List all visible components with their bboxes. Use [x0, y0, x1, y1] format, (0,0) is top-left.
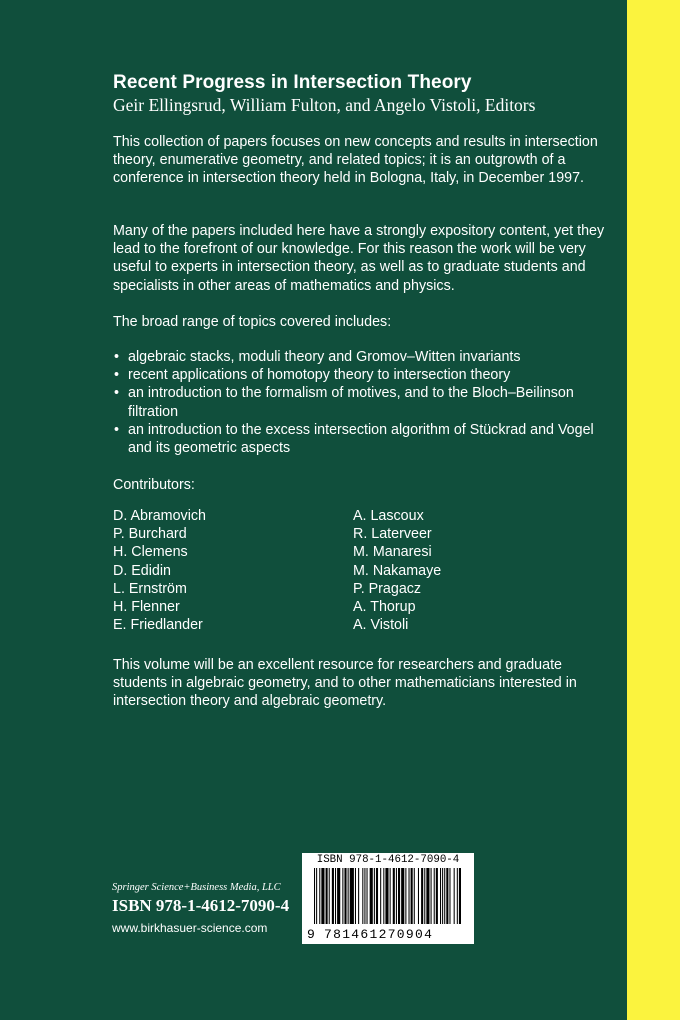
- contributor-name: A. Thorup: [353, 599, 416, 616]
- barcode-stripe: [424, 868, 425, 924]
- barcode-stripe: [454, 868, 455, 924]
- barcode-stripe: [383, 868, 384, 924]
- barcode-stripe: [380, 868, 381, 924]
- barcode-stripe: [370, 868, 373, 924]
- contributor-name: L. Ernström: [113, 580, 187, 597]
- barcode-stripe: [393, 868, 395, 924]
- contributor-name: D. Edidin: [113, 562, 172, 579]
- book-title: Recent Progress in Intersection Theory: [113, 72, 472, 93]
- barcode-number: 781461270904: [324, 927, 434, 942]
- barcode-stripe: [434, 868, 435, 924]
- barcode-stripe: [440, 868, 441, 924]
- barcode-stripe: [418, 868, 419, 924]
- contributor-name: M. Manaresi: [353, 544, 432, 561]
- topics-intro: The broad range of topics covered includes:: [113, 314, 392, 330]
- barcode-stripe: [459, 868, 461, 924]
- publisher-name: Springer Science+Business Media, LLC: [112, 882, 281, 893]
- contributor-name: H. Clemens: [113, 544, 188, 561]
- barcode-stripe: [411, 868, 413, 924]
- topic-item: • an introduction to the formalism of motives, and to the Bloch–Beilinson filtration: [113, 384, 613, 420]
- contributor-name: D. Abramovich: [113, 508, 206, 524]
- contributor-name: P. Pragacz: [353, 580, 422, 597]
- barcode-lead-digit: 9: [307, 927, 315, 942]
- barcode-stripe: [449, 868, 450, 924]
- barcode-stripe: [316, 868, 317, 924]
- barcode-stripe: [337, 868, 340, 924]
- barcode-bars: [314, 868, 462, 934]
- barcode-stripe: [358, 868, 359, 924]
- contributors-left-column: [113, 507, 206, 634]
- barcode-stripe: [329, 868, 330, 924]
- yellow-spine-strip: [627, 0, 680, 1020]
- barcode-stripe: [314, 868, 315, 924]
- barcode-stripe: [385, 868, 388, 924]
- barcode-isbn-label: ISBN 978-1-4612-7090-4: [316, 854, 460, 866]
- barcode-stripe: [426, 868, 429, 924]
- barcode-stripe: [421, 868, 423, 924]
- barcode-stripe: [321, 868, 324, 924]
- barcode-stripe: [335, 868, 336, 924]
- barcode-stripe: [409, 868, 410, 924]
- barcode-stripe: [396, 868, 397, 924]
- barcode-stripe: [362, 868, 363, 924]
- barcode-stripe: [414, 868, 415, 924]
- barcode-stripe: [364, 868, 365, 924]
- barcode-stripe: [405, 868, 406, 924]
- barcode-stripe: [390, 868, 391, 924]
- topic-item: • recent applications of homotopy theory to intersection theory: [113, 366, 613, 384]
- contributor-name: A. Lascoux: [353, 508, 424, 524]
- barcode-stripe: [431, 868, 432, 924]
- barcode-stripe: [376, 868, 378, 924]
- description-paragraph-closing: This volume will be an excellent resource for researchers and graduate students in algebraic geometry, and to other mathematicians interested in intersection theory and algebraic geometry.: [113, 657, 577, 710]
- publisher-website: www.birkhasuer-science.com: [112, 921, 268, 935]
- description-paragraph-2: Many of the papers included here have a strongly expository content, yet they lead to the forefront of our knowledge. For this reason the work will be very useful to experts in intersection theory, as well as to graduate students and specialists in other areas of mathematics and physics.: [113, 223, 605, 294]
- barcode-stripe: [444, 868, 445, 924]
- barcode-stripe: [367, 868, 368, 924]
- barcode-stripe: [374, 868, 375, 924]
- topics-list: [113, 348, 613, 457]
- barcode-stripe: [332, 868, 334, 924]
- barcode-stripe: [350, 868, 354, 924]
- barcode-stripe: [319, 868, 320, 924]
- barcode: [302, 853, 474, 944]
- topic-item: • an introduction to the excess intersection algorithm of Stückrad and Vogel and its geometric aspects: [113, 421, 613, 457]
- contributor-name: P. Burchard: [113, 526, 187, 543]
- contributor-name: E. Friedlander: [113, 617, 203, 634]
- barcode-stripe: [457, 868, 458, 924]
- book-editors: Geir Ellingsrud, William Fulton, and Angelo Vistoli, Editors: [113, 95, 536, 115]
- isbn-text: ISBN 978-1-4612-7090-4: [112, 896, 290, 915]
- barcode-stripe: [436, 868, 438, 924]
- barcode-stripe: [348, 868, 349, 924]
- barcode-stripes: [314, 868, 461, 924]
- barcode-stripe: [446, 868, 448, 924]
- contributor-name: A. Vistoli: [353, 617, 409, 634]
- barcode-stripe: [344, 868, 346, 924]
- barcode-stripe: [326, 868, 328, 924]
- barcode-stripe: [442, 868, 443, 924]
- topic-item: • algebraic stacks, moduli theory and Gromov–Witten invariants: [113, 348, 613, 366]
- barcode-stripe: [401, 868, 404, 924]
- contributor-name: M. Nakamaye: [353, 562, 442, 579]
- barcode-stripe: [398, 868, 400, 924]
- contributors-right-column: [353, 507, 441, 634]
- contributor-name: R. Laterveer: [353, 526, 432, 543]
- description-paragraph-1: This collection of papers focuses on new concepts and results in intersection theory, enumerative geometry, and related topics; it is an outgrowth of a conference in intersection theory held in Bologna, Italy, in December 1997.: [113, 134, 598, 187]
- barcode-stripe: [342, 868, 343, 924]
- contributors-label: Contributors:: [113, 477, 195, 493]
- contributor-name: H. Flenner: [113, 599, 180, 616]
- barcode-stripe: [355, 868, 356, 924]
